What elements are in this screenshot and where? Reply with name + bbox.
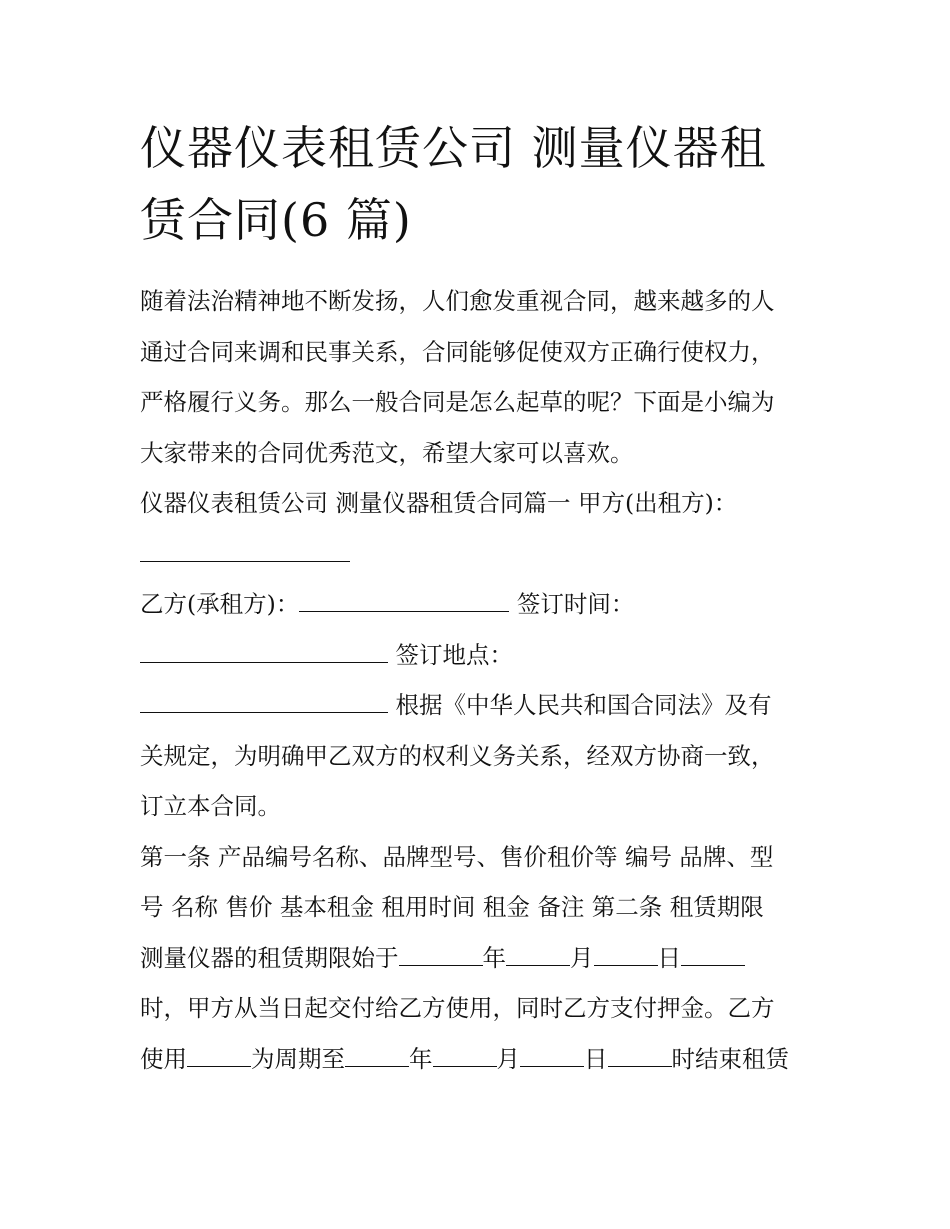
end-year-blank [345,1044,409,1067]
basis-line-1 [140,680,820,731]
start-month-blank [506,943,570,966]
clause1-line-1: 第一条 产品编号名称、品牌型号、售价租价等 编号 品牌、型 [140,842,774,871]
sign-time-label: 签订时间： [509,590,635,618]
sign-place-label: 签订地点： [388,640,513,669]
start-year-blank [399,943,483,966]
use-suffix: 时结束租赁 [671,1044,789,1073]
sign-time-blank [140,640,388,663]
end-day-unit: 日 [584,1044,608,1073]
use-cycle-label: 为周期至 [251,1044,345,1073]
basis-line-2: 关规定，为明确甲乙双方的权利义务关系，经双方协商一致， [140,741,775,770]
end-year-unit: 年 [409,1044,433,1073]
intro-line-4: 大家带来的合同优秀范文，希望大家可以喜欢。 [140,438,634,467]
clause1-line-2: 号 名称 售价 基本租金 租用时间 租金 备注 第二条 租赁期限 [140,893,764,921]
party-b-label: 乙方(承租方)： [140,590,300,618]
end-hour-blank [608,1044,672,1067]
title-line-2: 赁合同(6 篇) [140,193,412,247]
use-cycle-blank [187,1044,251,1067]
party-a-blank-line [140,529,820,580]
start-day-unit: 日 [657,943,681,972]
party-b-blank [299,589,509,612]
document-title [140,112,820,256]
end-month-blank [433,1044,497,1067]
start-hour-blank [681,943,745,966]
sign-place-blank [140,690,388,713]
period-line-1 [140,933,820,984]
section-heading: 仪器仪表租赁公司 测量仪器租赁合同篇一 甲方(出租方)： [140,489,738,517]
sign-time-line [140,630,820,681]
period-line-2: 时，甲方从当日起交付给乙方使用，同时乙方支付押金。乙方 [140,994,775,1022]
use-prefix: 使用 [140,1044,187,1073]
basis-line-3: 订立本合同。 [140,792,281,820]
intro-line-1: 随着法治精神地不断发扬，人们愈发重视合同，越来越多的人 [140,287,775,315]
document-body [140,276,820,1084]
party-a-blank [140,539,350,562]
basis-text-1: 根据《中华人民共和国合同法》及有 [388,691,772,719]
end-day-blank [520,1044,584,1067]
party-b-line [140,579,820,630]
end-month-unit: 月 [496,1044,520,1073]
title-line-1: 仪器仪表租赁公司 测量仪器租 [140,121,767,175]
intro-line-2: 通过合同来调和民事关系，合同能够促使双方正确行使权力， [140,337,775,366]
intro-line-3: 严格履行义务。那么一般合同是怎么起草的呢？下面是小编为 [140,388,775,416]
period-prefix: 测量仪器的租赁期限始于 [140,943,399,972]
start-day-blank [594,943,658,966]
start-month-unit: 月 [570,943,594,972]
use-line [140,1034,820,1085]
start-year-unit: 年 [482,943,506,972]
